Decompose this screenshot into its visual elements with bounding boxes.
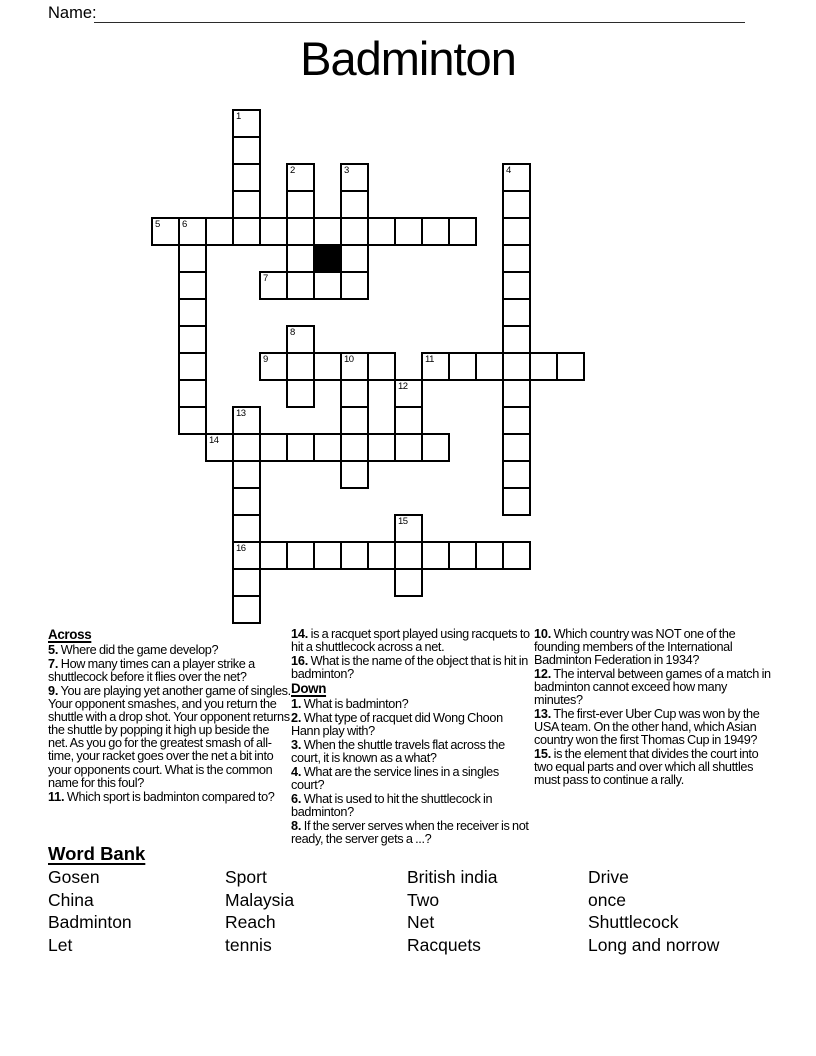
grid-cell [502,298,531,327]
grid-cell [151,217,180,246]
grid-cell [421,433,450,462]
grid-cell [502,271,531,300]
clue: 12. The interval between games of a match in badminton cannot exceed how many minutes? [534,667,771,708]
grid-cell [178,271,207,300]
grid-cell [178,379,207,408]
word-bank-word: Long and norrow [588,935,720,956]
clue: 2. What type of racquet did Wong Choon Hann play with? [291,710,503,739]
grid-cell [178,217,207,246]
grid-cell [232,460,261,489]
grid-cell [259,541,288,570]
grid-cell-number: 3 [344,165,349,176]
grid-cell [232,163,261,192]
grid-cell [259,352,288,381]
grid-cell-number: 4 [506,165,511,176]
grid-cell [205,217,234,246]
name-label: Name: [48,4,97,22]
grid-cell [502,352,531,381]
grid-cell-number: 15 [398,516,408,527]
grid-cell-number: 2 [290,165,295,176]
grid-cell-number: 11 [425,354,434,365]
clue: 11. Which sport is badminton compared to? [48,789,275,804]
grid-cell [232,190,261,219]
clue-number: 1. [291,697,302,712]
clue-number: 11. [48,789,65,804]
word-bank-word: Reach [225,912,276,933]
grid-cell [340,271,369,300]
grid-cell [340,406,369,435]
clue-number: 15. [534,747,552,762]
grid-black-cell [313,244,342,273]
grid-cell [475,352,504,381]
grid-cell-number: 6 [182,219,187,230]
grid-cell [313,352,342,381]
grid-cell [286,325,315,354]
word-bank-word: Sport [225,867,267,887]
crossword-grid [151,109,587,626]
grid-cell [232,406,261,435]
clue-number: 13. [534,707,552,722]
word-bank-word: China [48,889,94,910]
clue: 9. You are playing yet another game of singles. Your opponent smashes, and you return the shuttle with a drop shot. Your opponent returns the shuttle by popping it high up beside the net. As you go for the greatest smash of all-time, your racket goes over the net a bit into your opponents court. What is the common name for this foul? [48,683,291,790]
grid-cell [394,568,423,597]
grid-cell [178,406,207,435]
grid-cell [232,136,261,165]
grid-cell [340,379,369,408]
grid-cell [286,163,315,192]
grid-cell [502,460,531,489]
clue: 4. What are the service lines in a singles court? [291,764,499,793]
clue-number: 14. [291,627,309,641]
grid-cell [340,433,369,462]
grid-cell [340,217,369,246]
grid-cell-number: 5 [155,219,160,230]
grid-cell [502,163,531,192]
grid-cell-number: 8 [290,327,295,338]
grid-cell-number: 1 [236,111,241,122]
grid-cell [502,325,531,354]
word-bank-word: Malaysia [225,889,295,910]
grid-cell [313,541,342,570]
clue: 1. What is badminton? [291,697,409,712]
grid-cell-number: 13 [236,408,246,419]
grid-cell [286,541,315,570]
grid-cell [313,433,342,462]
grid-cell [286,271,315,300]
grid-cell [394,433,423,462]
grid-cell [502,244,531,273]
grid-cell [394,217,423,246]
grid-cell [529,352,558,381]
grid-cell [286,379,315,408]
clue-number: 16. [291,653,309,668]
word-bank-word: Two [407,889,440,910]
grid-cell [394,514,423,543]
grid-cell [313,271,342,300]
clue: 14. is a racquet sport played using racquets to hit a shuttlecock across a net. [291,627,530,655]
clue: 8. If the server serves when the receiver is not ready, the server gets a ...? [291,818,529,846]
grid-cell [259,433,288,462]
grid-cell [502,217,531,246]
grid-cell [313,217,342,246]
word-bank-column [588,866,719,957]
word-bank-word: Net [407,912,435,933]
grid-cell-number: 16 [236,543,246,554]
grid-cell [232,433,261,462]
word-bank-heading: Word Bank [48,843,146,864]
word-bank-word: tennis [225,935,272,956]
clue-section-header: Down [291,680,327,696]
grid-cell-number: 14 [209,435,219,446]
grid-cell [394,406,423,435]
page-title: Badminton [300,32,516,85]
word-bank-column [407,866,497,957]
grid-cell [178,244,207,273]
clue-number: 8. [291,818,302,833]
grid-cell [340,244,369,273]
clue: 3. When the shuttle travels flat across the court, it is known as a what? [291,737,505,766]
clue-number: 10. [534,627,552,641]
name-blank-line [94,1,745,23]
grid-cell [448,352,477,381]
grid-cell [232,109,261,138]
grid-cell [340,460,369,489]
word-bank-word: Badminton [48,912,132,933]
grid-cell [421,352,450,381]
clue: 7. How many times can a player strike a shuttlecock before it flies over the net? [48,656,255,685]
word-bank-word: Shuttlecock [588,912,679,933]
grid-cell [232,217,261,246]
grid-cell [340,163,369,192]
clue-section-header: Across [48,627,92,642]
grid-cell [340,541,369,570]
grid-cell-number: 12 [398,381,408,392]
word-bank-word: Drive [588,867,629,887]
grid-cell [286,244,315,273]
word-bank-word: British india [407,867,498,887]
grid-cell [286,433,315,462]
grid-cell [367,541,396,570]
grid-cell [556,352,585,381]
grid-cell [421,541,450,570]
clue: 15. is the element that divides the court into two equal parts and over which all shuttles must pass to continue a rally. [534,747,759,788]
grid-cell [367,433,396,462]
clue-number: 7. [48,656,59,671]
grid-cell [178,298,207,327]
grid-cell-number: 10 [344,354,354,365]
grid-cell [475,541,504,570]
grid-cell [232,514,261,543]
grid-cell [394,379,423,408]
clue: 10. Which country was NOT one of the founding members of the International Badminton Federation in 1934? [534,627,736,668]
clue: 5. Where did the game develop? [48,643,219,658]
grid-cell [340,352,369,381]
clue-number: 12. [534,667,552,682]
clue-column-1 [48,628,291,804]
clue: 6. What is used to hit the shuttlecock in badminton? [291,791,493,819]
grid-cell [421,217,450,246]
word-bank-column [48,866,132,957]
grid-cell [448,541,477,570]
clue-column-3 [534,628,777,788]
clue-number: 5. [48,643,59,658]
grid-cell [178,325,207,354]
grid-cell [502,379,531,408]
grid-cell [259,271,288,300]
word-bank-word: Racquets [407,935,481,956]
grid-cell [502,487,531,516]
word-bank-word: once [588,889,626,910]
clue-number: 6. [291,791,302,806]
clue-column-2 [291,628,534,847]
grid-cell [232,541,261,570]
grid-cell [286,352,315,381]
grid-cell [394,541,423,570]
grid-cell [502,541,531,570]
grid-cell [340,190,369,219]
grid-cell [232,568,261,597]
grid-cell [259,217,288,246]
grid-cell [232,595,261,624]
word-bank-column [225,866,294,957]
grid-cell [502,406,531,435]
grid-cell [232,487,261,516]
grid-cell-number: 7 [263,273,268,284]
grid-cell-number: 9 [263,354,268,365]
grid-cell [178,352,207,381]
word-bank-word: Let [48,935,73,956]
grid-cell [286,217,315,246]
grid-cell [502,190,531,219]
clue: 13. The first-ever Uber Cup was won by the USA team. On the other hand, which Asian country won the first Thomas Cup in 1949? [534,707,760,748]
grid-cell [448,217,477,246]
word-bank-word: Gosen [48,867,100,887]
grid-cell [367,352,396,381]
clue-number: 4. [291,764,302,779]
grid-cell [286,190,315,219]
clue: 16. What is the name of the object that is hit in badminton? [291,653,528,682]
grid-cell [502,433,531,462]
clue-number: 2. [291,710,302,725]
grid-cell [205,433,234,462]
clue-number: 9. [48,683,59,698]
grid-cell [367,217,396,246]
clue-number: 3. [291,737,302,752]
